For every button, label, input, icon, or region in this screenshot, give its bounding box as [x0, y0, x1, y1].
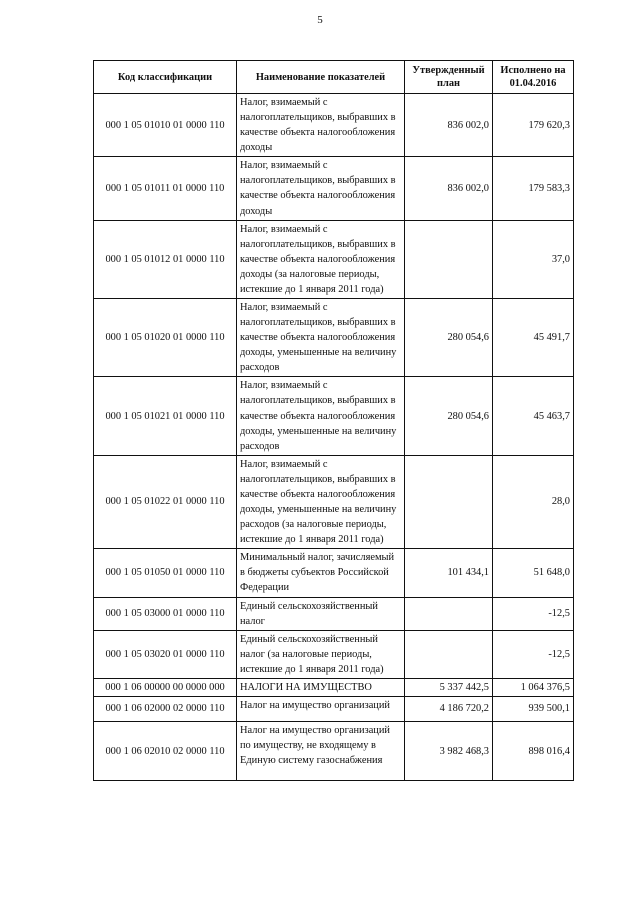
row-code: 000 1 05 01022 01 0000 110 [94, 455, 237, 548]
table-row [94, 455, 574, 548]
row-code: 000 1 06 02000 02 0000 110 [94, 696, 237, 721]
row-done: 179 620,3 [493, 94, 574, 157]
table-row [94, 94, 574, 157]
row-plan: 836 002,0 [405, 94, 493, 157]
row-plan: 836 002,0 [405, 157, 493, 220]
row-done: 1 064 376,5 [493, 678, 574, 696]
row-code: 000 1 05 01010 01 0000 110 [94, 94, 237, 157]
row-done: -12,5 [493, 630, 574, 678]
table-row [94, 678, 574, 696]
row-name: Минимальный налог, зачисляемый в бюджеты субъектов Российской Федерации [237, 549, 405, 597]
row-name: НАЛОГИ НА ИМУЩЕСТВО [237, 678, 405, 696]
row-name: Налог, взимаемый с налогоплательщиков, выбравших в качестве объекта налогообложения доходы (за налоговые периоды, истекшие до 1 января 2011 года) [237, 220, 405, 298]
row-done: 28,0 [493, 455, 574, 548]
table-row [94, 721, 574, 780]
row-plan [405, 455, 493, 548]
table-row [94, 377, 574, 455]
row-plan [405, 630, 493, 678]
row-plan: 101 434,1 [405, 549, 493, 597]
row-done: 37,0 [493, 220, 574, 298]
header-plan: Утвержденный план [405, 61, 493, 94]
header-code: Код классификации [94, 61, 237, 94]
row-name: Налог, взимаемый с налогоплательщиков, выбравших в качестве объекта налогообложения доходы, уменьшенные на величину расходов [237, 377, 405, 455]
row-plan: 4 186 720,2 [405, 696, 493, 721]
row-done: 45 491,7 [493, 299, 574, 377]
row-code: 000 1 06 00000 00 0000 000 [94, 678, 237, 696]
row-name: Единый сельскохозяйственный налог [237, 597, 405, 630]
row-code: 000 1 05 01012 01 0000 110 [94, 220, 237, 298]
budget-table [93, 60, 574, 781]
table-header-row [94, 61, 574, 94]
row-name: Налог, взимаемый с налогоплательщиков, выбравших в качестве объекта налогообложения доходы [237, 157, 405, 220]
table-row [94, 696, 574, 721]
row-code: 000 1 05 03020 01 0000 110 [94, 630, 237, 678]
page-number: 5 [317, 14, 323, 26]
row-done: -12,5 [493, 597, 574, 630]
row-name: Налог на имущество организаций [237, 696, 405, 721]
row-done: 939 500,1 [493, 696, 574, 721]
row-name: Единый сельскохозяйственный налог (за налоговые периоды, истекшие до 1 января 2011 года) [237, 630, 405, 678]
row-code: 000 1 05 01020 01 0000 110 [94, 299, 237, 377]
row-plan [405, 597, 493, 630]
header-name: Наименование показателей [237, 61, 405, 94]
row-done: 45 463,7 [493, 377, 574, 455]
row-plan [405, 220, 493, 298]
table-row [94, 549, 574, 597]
row-done: 51 648,0 [493, 549, 574, 597]
table-row [94, 597, 574, 630]
row-name: Налог, взимаемый с налогоплательщиков, выбравших в качестве объекта налогообложения доходы, уменьшенные на величину расходов (за налоговые периоды, истекшие до 1 января 2011 года) [237, 455, 405, 548]
row-done: 179 583,3 [493, 157, 574, 220]
table-row [94, 299, 574, 377]
row-name: Налог на имущество организаций по имуществу, не входящему в Единую систему газоснабжения [237, 721, 405, 780]
table-row [94, 157, 574, 220]
header-done: Исполнено на 01.04.2016 [493, 61, 574, 94]
row-plan: 280 054,6 [405, 377, 493, 455]
row-code: 000 1 05 03000 01 0000 110 [94, 597, 237, 630]
row-name: Налог, взимаемый с налогоплательщиков, выбравших в качестве объекта налогообложения доходы, уменьшенные на величину расходов [237, 299, 405, 377]
row-plan: 280 054,6 [405, 299, 493, 377]
row-code: 000 1 05 01050 01 0000 110 [94, 549, 237, 597]
row-plan: 3 982 468,3 [405, 721, 493, 780]
row-done: 898 016,4 [493, 721, 574, 780]
row-code: 000 1 06 02010 02 0000 110 [94, 721, 237, 780]
table-row [94, 630, 574, 678]
row-code: 000 1 05 01011 01 0000 110 [94, 157, 237, 220]
row-code: 000 1 05 01021 01 0000 110 [94, 377, 237, 455]
row-plan: 5 337 442,5 [405, 678, 493, 696]
row-name: Налог, взимаемый с налогоплательщиков, выбравших в качестве объекта налогообложения доходы [237, 94, 405, 157]
table-row [94, 220, 574, 298]
